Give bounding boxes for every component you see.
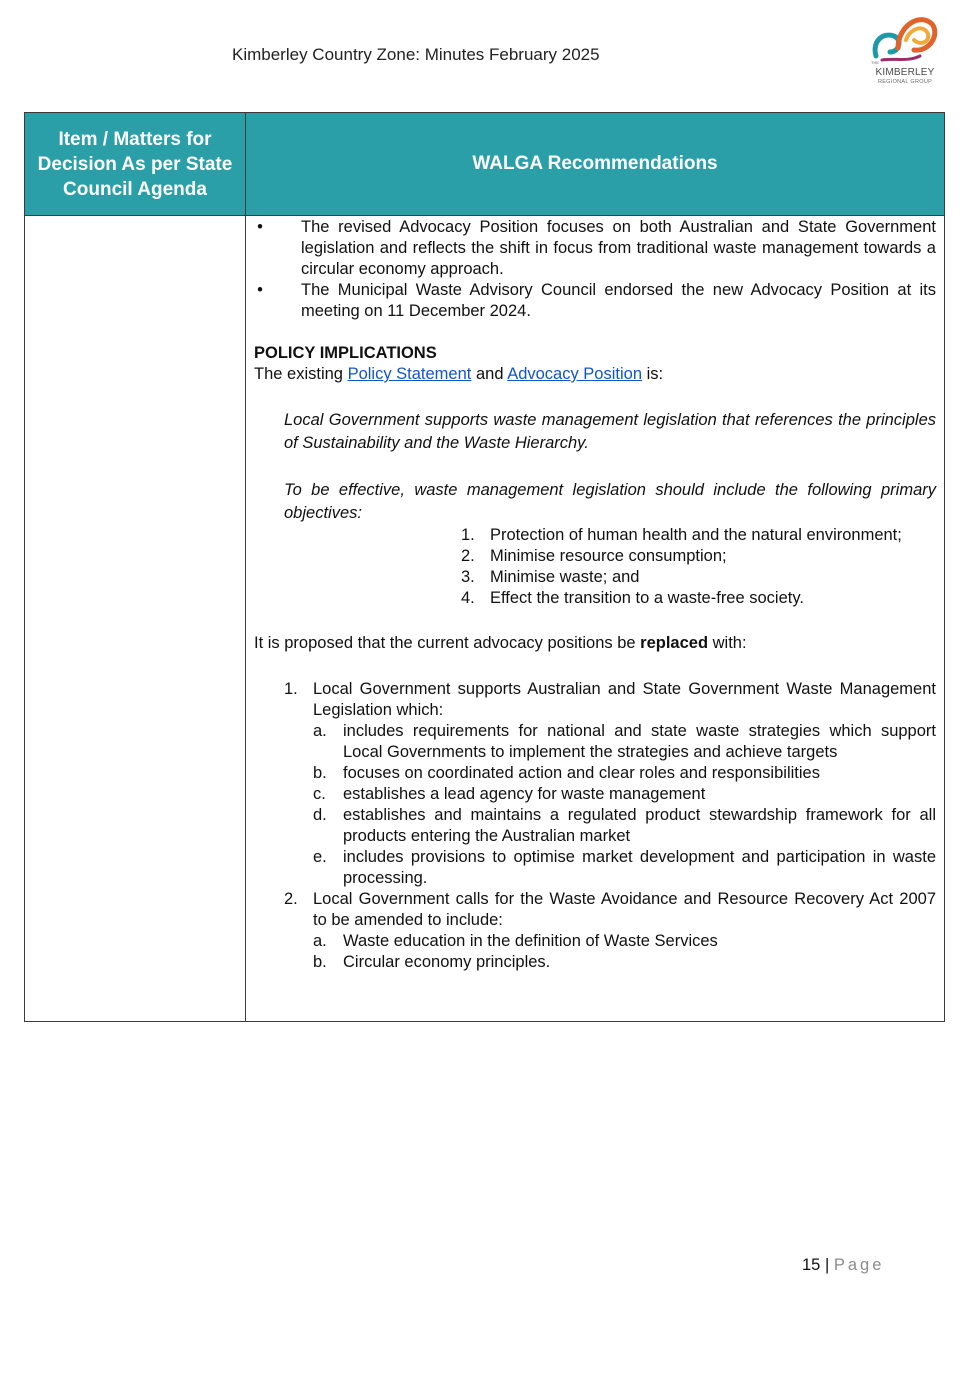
existing-policy-line bbox=[254, 364, 936, 385]
bullet-text: The revised Advocacy Position focuses on both Australian and State Government legislation and reflects the shift in focus from traditional waste management towards a circular economy approach. bbox=[301, 218, 936, 278]
document-header-title: Kimberley Country Zone: Minutes February 2025 bbox=[232, 45, 600, 64]
logo-swirl-icon bbox=[868, 8, 942, 66]
list-item: b. Circular economy principles. bbox=[313, 953, 551, 971]
column-header-recommendations: WALGA Recommendations bbox=[472, 153, 718, 174]
existing-suffix: is: bbox=[646, 365, 664, 383]
policy-statement-link[interactable]: Policy Statement bbox=[347, 365, 472, 383]
existing-position-quote-1: Local Government supports waste management legislation that references the principles of Sustainability and the Waste Hierarchy. bbox=[284, 411, 936, 452]
page-word: Page bbox=[833, 1256, 885, 1274]
list-item: 4. Effect the transition to a waste-free society. bbox=[461, 589, 804, 607]
position-1-sublist bbox=[284, 721, 936, 889]
list-item: 2. Local Government calls for the Waste Avoidance and Resource Recovery Act 2007 to be amended to include: a. Waste education in the definition of Waste Services b. Circular economy principles. bbox=[284, 890, 936, 971]
recommendations-cell bbox=[254, 217, 936, 973]
page-number-footer bbox=[802, 1256, 884, 1275]
logo-tiny-text: THE bbox=[871, 60, 879, 65]
position-2-sublist bbox=[284, 931, 936, 973]
proposal-suffix: with: bbox=[712, 634, 747, 652]
list-item: a. includes requirements for national and state waste strategies which support Local Governments to implement the strategies and achieve targets bbox=[313, 722, 936, 761]
logo-subname: REGIONAL GROUP bbox=[877, 79, 933, 85]
list-item: e. includes provisions to optimise market development and participation in waste processing. bbox=[313, 848, 936, 887]
list-item: b. focuses on coordinated action and clear roles and responsibilities bbox=[313, 764, 820, 782]
summary-bullets bbox=[254, 217, 936, 322]
proposal-prefix: It is proposed that the current advocacy positions be bbox=[254, 634, 636, 652]
policy-implications-heading: POLICY IMPLICATIONS bbox=[254, 344, 437, 362]
page-separator: | bbox=[824, 1256, 830, 1274]
list-item: 1. Local Government supports Australian and State Government Waste Management Legislation which: a. includes requirements for national and state waste strategies which support Local Governments to implement the strategies and achieve targets b. focuses on coordinated action and clear roles and responsibilities c. establishes a lead agency for waste management d. establishes and maintains a regulated product stewardship framework for all products entering the Australian market e. includes provisions to optimise market development and participation in waste processing. bbox=[284, 680, 936, 887]
list-item: d. establishes and maintains a regulated product stewardship framework for all products entering the Australian market bbox=[313, 806, 936, 845]
bullet-text: The Municipal Waste Advisory Council endorsed the new Advocacy Position at its meeting on 11 December 2024. bbox=[301, 281, 936, 320]
proposal-bold: replaced bbox=[640, 634, 709, 652]
advocacy-position-link[interactable]: Advocacy Position bbox=[507, 365, 643, 383]
kimberley-regional-group-logo bbox=[868, 8, 942, 88]
column-header-item: Item / Matters for Decision As per State Council Agenda bbox=[37, 128, 233, 200]
bullet-marker: • bbox=[257, 218, 263, 236]
list-item: a. Waste education in the definition of Waste Services bbox=[313, 932, 718, 950]
list-item: 1. Protection of human health and the natural environment; bbox=[461, 526, 902, 544]
page-number: 15 bbox=[802, 1256, 821, 1274]
primary-objectives-list bbox=[461, 525, 936, 609]
existing-position-quote-2: To be effective, waste management legislation should include the following primary objectives: bbox=[284, 481, 936, 522]
list-item: c. establishes a lead agency for waste management bbox=[313, 785, 706, 803]
list-item: 3. Minimise waste; and bbox=[461, 568, 640, 586]
recommendations-table bbox=[24, 112, 945, 1022]
column-divider bbox=[245, 113, 246, 1021]
and-word: and bbox=[475, 365, 504, 383]
proposed-positions-list bbox=[284, 679, 936, 973]
logo-name: KIMBERLEY bbox=[875, 67, 935, 78]
table-header-row bbox=[25, 113, 944, 216]
list-item bbox=[254, 280, 936, 322]
list-item bbox=[254, 217, 936, 280]
list-item: 2. Minimise resource consumption; bbox=[461, 547, 727, 565]
existing-prefix: The existing bbox=[254, 365, 343, 383]
bullet-marker: • bbox=[257, 281, 263, 299]
proposal-line bbox=[254, 633, 936, 654]
